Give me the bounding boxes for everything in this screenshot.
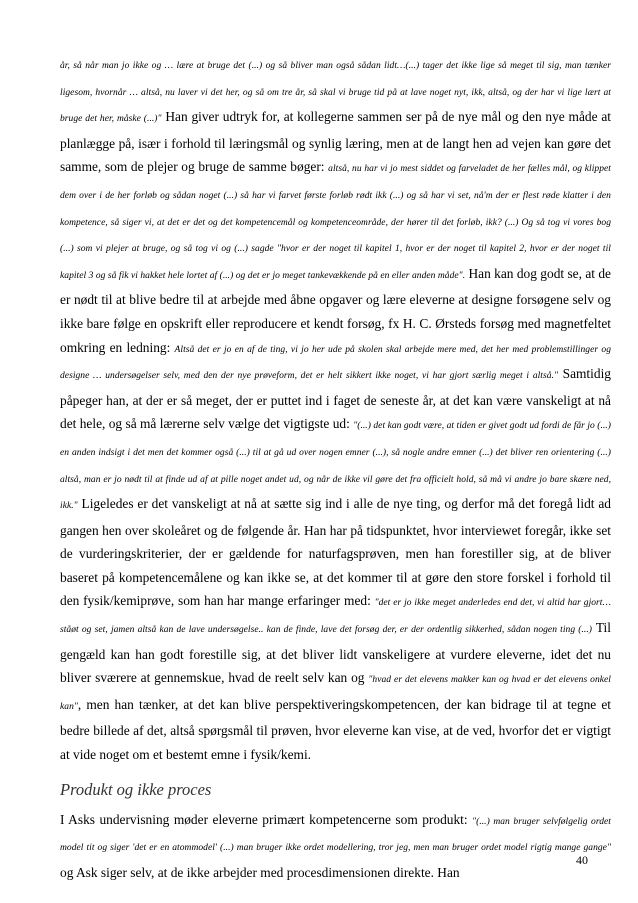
- interview-quote: "hvad er det elevens makker kan og hvad er det elevens onkel kan": [60, 675, 611, 712]
- body-run: Han kan dog godt se, at de er nødt til at blive bedre til at arbejde med åbne opgaver og lære eleverne at designe forsøgene selv og ikke bare følge en opskrift eller reproducere et kendt forsøg, fx H. C. Ørsteds forsøg med magnetfeltet omkring en ledning:: [60, 265, 611, 355]
- page-number: 40: [576, 853, 588, 867]
- interview-quote: år, så når man jo ikke og … lære at bruge det (...) og så bliver man også sådan lidt…(...) tager det ikke lige så meget til sig, man tænker ligesom, hvornår … altså, nu laver vi det her, og så om tre år, så skal vi bruge tid på at lave noget nyt, ikk, altså, og der har vi lige lært at bruge det her, måske (...)": [60, 61, 611, 125]
- body-run: Til gengæld kan han godt forestille sig, at det bliver lidt vanskeligere at vurdere eleverne, idet det nu bliver sværere at gennemskue, hvad de reelt selv kan og: [60, 620, 611, 686]
- body-run: Samtidig påpeger han, at der er så meget, der er puttet ind i faget de seneste år, at det kan være vanskeligt at nå det hele, og så må lærerne selv vælge det vigtigste ud:: [60, 366, 611, 432]
- paragraph: [60, 808, 611, 885]
- interview-quote: Altså det er jo en af de ting, vi jo her ude på skolen skal arbejde mere med, det her med problemstillinger og designe … undersøgelser selv, med den der nye prøveform, det er helt sikkert ikke noget, vi har gjort særlig meget i altså.": [60, 344, 611, 382]
- interview-quote: "det er jo ikke meget anderledes end det, vi altid har gjort… ståøt og set, jamen altså kan de lave undersøgelse.. kan de finde, lave det forsøg der, er der ordentlig sikkerhed, sådan nogen ting (...): [60, 598, 611, 636]
- body-run: I Asks undervisning møder eleverne primært kompetencerne som produkt:: [60, 811, 473, 827]
- paragraph: [60, 52, 611, 767]
- interview-quote: "(...) det kan godt være, at tiden er givet godt ud fordi de får jo (...) en anden indsigt i det men det kommer også (...) til at gå ud over nogen emner (...), så nogle andre emner (...) det bliver ren orientering (...) altså, man er jo nødt til at finde ud af at pille noget andet ud, og når de ikke vil gøre det fra officielt hold, så må vi andre jo bare skære ned, ikk.": [60, 421, 611, 512]
- section-heading: Produkt og ikke proces: [60, 779, 212, 799]
- body-run: Han giver udtryk for, at kollegerne sammen ser på de nye mål og den nye måde at planlægge på, især i forhold til læringsmål og synlig læring, men at de langt hen ad vejen kan gøre det samme, som de plejer og bruge de samme bøger:: [60, 109, 611, 175]
- body-run: og Ask siger selv, at de ikke arbejder med procesdimensionen direkte. Han: [60, 864, 460, 880]
- body-text: [60, 52, 611, 884]
- body-run: Ligeledes er det vanskeligt at nå at sætte sig ind i alle de nye ting, og derfor må det foregå lidt ad gangen hen over skoleåret og de følgende år. Han har på tidspunktet, hvor interviewet foregår, ikke set de vurderingskriterier, der er gældende for naturfagsprøven, men han forestiller sig, at de bliver baseret på kompetencemålene og kan ikke se, at det kommer til at gøre den store forskel i forhold til den fysik/kemiprøve, som han har mange erfaringer med:: [60, 496, 611, 609]
- interview-quote: "(...) man bruger selvfølgelig ordet model tit og siger 'det er en atommodel' (...) man bruger ikke ordet modellering, tror jeg, men man bruger ordet model rigtig mange gange": [60, 816, 611, 854]
- body-run: , men han tænker, at det kan blive perspektiveringskompetencen, der kan bidrage til at tegne et bedre billede af det, altså spørgsmål til prøven, hvor eleverne kan vise, at de ved, hvorfor det er vigtigt at vide noget om et bestemt emne i fysik/kemi.: [60, 696, 611, 763]
- interview-quote: altså, nu har vi jo mest siddet og farveladet de her fælles mål, og klippet dem over i de her forløb og sådan noget (...) så har vi farvet første forløb rødt ikk (...) og så har vi set, nå'm der er flest røde klatter i den kompetence, så siger vi, at det er det og det kompetencemål og kompetenceområde, der hører til det forløb, ikk? (...) Og så tog vi vores bog (...) som vi plejer at bruge, og så tog vi og (...) sagde "hvor er der noget til kapitel 1, hvor er der noget til kapitel 2, hvor er der noget til kapitel 3 og så fik vi hakket hele lortet af (...) og det er jo meget tankevækkende på en eller anden måde".: [60, 164, 611, 281]
